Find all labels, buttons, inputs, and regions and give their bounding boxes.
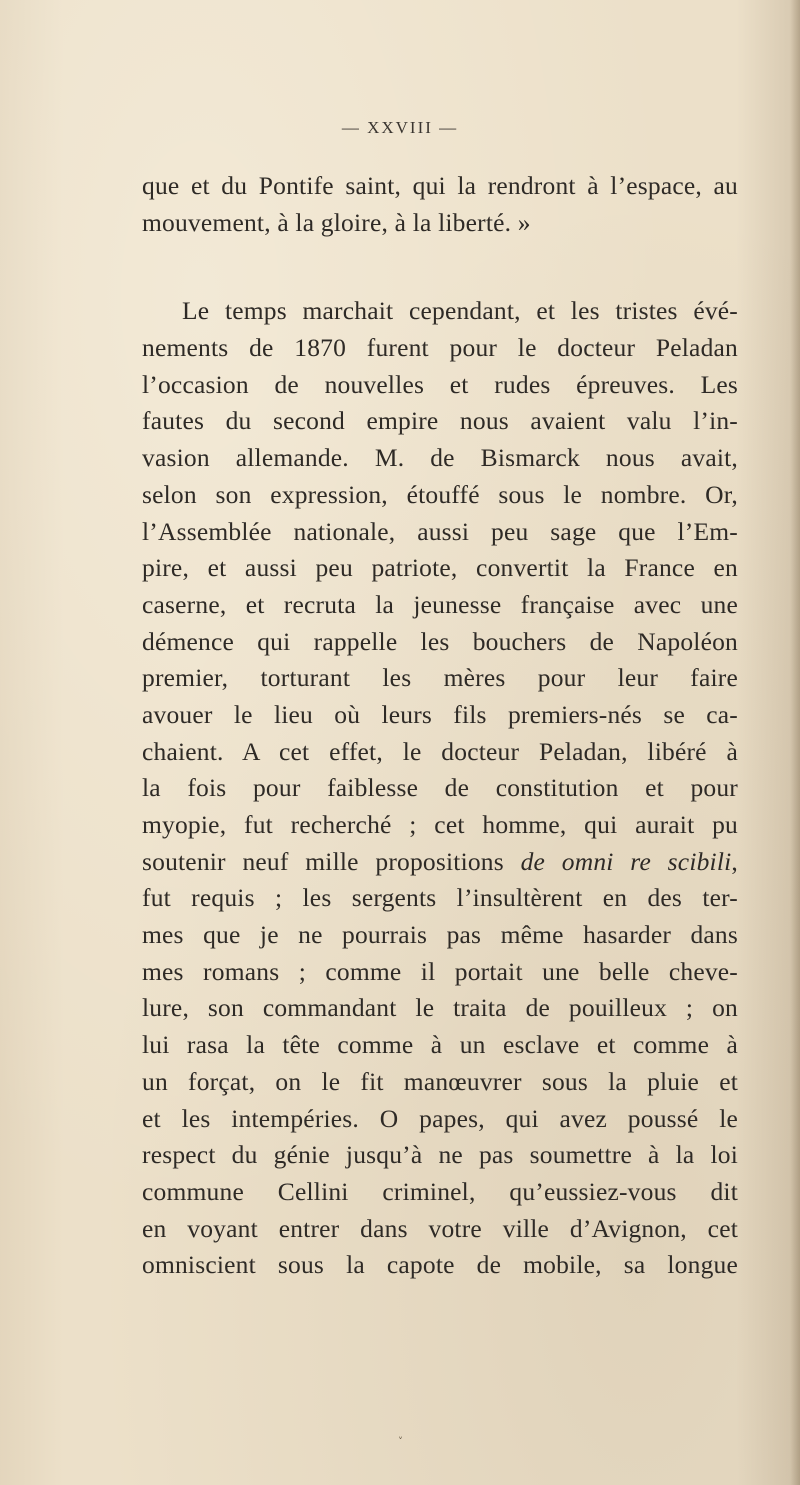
latin-phrase: de omni re scibili: [520, 846, 732, 876]
latin-before: soutenir neuf mille propositions: [142, 846, 521, 876]
text-line: lui rasa la tête comme à un esclave et comme à: [142, 1030, 738, 1060]
text-line: Le temps marchait cependant, et les tristes évé-: [182, 296, 738, 326]
page-edge-shadow: [790, 0, 800, 1485]
text-line: lure, son commandant le traita de pouilleux ; on: [142, 993, 738, 1023]
text-line: l’occasion de nouvelles et rudes épreuves. Les: [142, 369, 738, 399]
text-line: démence qui rappelle les bouchers de Napoléon: [142, 626, 738, 656]
page-number-header: — XXVIII —: [341, 118, 459, 137]
text-line: avouer le lieu où leurs fils premiers-nés se ca-: [142, 699, 738, 729]
text-line: vasion allemande. M. de Bismarck nous avait,: [142, 443, 738, 473]
text-line: fautes du second empire nous avaient valu l’in-: [142, 406, 738, 436]
text-line: selon son expression, étouffé sous le nombre. Or,: [142, 479, 738, 509]
text-line: chaient. A cet effet, le docteur Peladan, libéré à: [142, 736, 738, 766]
paragraph-gap: [142, 241, 738, 293]
text-line: mouvement, à la gloire, à la liberté. »: [142, 207, 531, 237]
printer-mark: ˅: [398, 1437, 403, 1448]
text-line: l’Assemblée nationale, aussi peu sage que l’Em-: [142, 516, 738, 546]
text-line: myopie, fut recherché ; cet homme, qui aurait pu: [142, 810, 738, 839]
text-line: mes que je ne pourrais pas même hasarder dans: [142, 920, 738, 950]
text-line: mes romans ; comme il portait une belle cheve-: [142, 956, 738, 986]
text-line: un forçat, on le fit manœuvrer sous la pluie et: [142, 1066, 738, 1096]
text-line: commune Cellini criminel, qu’eussiez-vous dit: [142, 1176, 738, 1206]
latin-after: ,: [731, 846, 738, 876]
text-line: fut requis ; les sergents l’insultèrent en des ter-: [142, 883, 738, 913]
text-line: et les intempéries. O papes, qui avez poussé le: [142, 1103, 738, 1133]
text-line: nements de 1870 furent pour le docteur Peladan: [142, 333, 738, 363]
text-line: omniscient sous la capote de mobile, sa longue: [142, 1250, 738, 1280]
text-line: premier, torturant les mères pour leur faire: [142, 663, 738, 693]
text-line: en voyant entrer dans votre ville d’Avignon, cet: [142, 1213, 738, 1243]
body-text: [142, 168, 738, 1284]
text-line: la fois pour faiblesse de constitution et pour: [142, 773, 738, 803]
text-line-latin: [142, 844, 738, 881]
text-line: que et du Pontife saint, qui la rendront à l’espace, au: [142, 171, 738, 200]
text-line: respect du génie jusqu’à ne pas soumettre à la loi: [142, 1140, 738, 1170]
text-line: pire, et aussi peu patriote, convertit la France en: [142, 553, 738, 583]
text-line: caserne, et recruta la jeunesse française avec une: [142, 589, 738, 619]
